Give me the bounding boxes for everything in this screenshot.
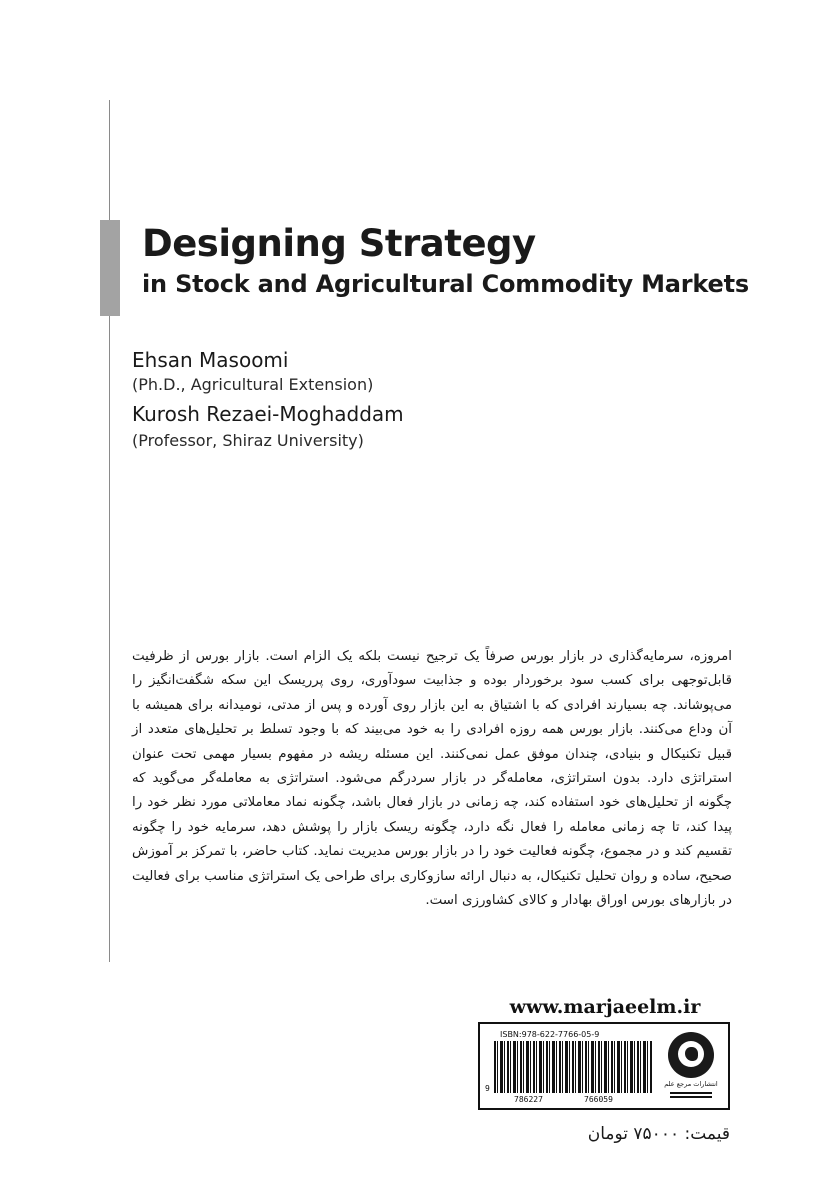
barcode-prefix-digit: 9	[485, 1084, 490, 1093]
publisher-logo-icon	[660, 1032, 722, 1102]
logo-emblem-icon	[668, 1032, 714, 1078]
isbn-label: ISBN:978-622-7766-05-9	[500, 1030, 600, 1039]
author-1-affiliation: (Ph.D., Agricultural Extension)	[132, 375, 374, 394]
barcode-left-digits: 786227	[514, 1095, 543, 1104]
book-title: Designing Strategy	[142, 222, 536, 265]
barcode	[494, 1041, 652, 1093]
book-subtitle: in Stock and Agricultural Commodity Markets	[142, 270, 749, 298]
barcode-right-digits: 766059	[584, 1095, 613, 1104]
isbn-barcode-box	[478, 1022, 730, 1110]
back-cover-blurb: امروزه، سرمایه‌گذاری در بازار بورس صرفاً یک ترجیح نیست بلکه یک الزام است. بازار بورس از ظرفیت قابل‌توجهی برای کسب سود برخوردار بوده و جذابیت سودآوری، روی پرریسک این سکه شگفت‌انگیز را می‌پوشاند. چه بسیارند افرادی که با اشتیاق به این بازار روی آورده و پس از مدتی، نومیدانه برای همیشه با آن وداع می‌کنند. بازار بورس همه روزه افرادی را به خود می‌بیند که با وجود تسلط بر تحلیل‌های متعدد از قبیل تکنیکال و بنیادی، چندان موفق عمل نمی‌کنند. این مسئله ریشه در مفهوم بسیار مهمی تحت عنوان استراتژی دارد. بدون استراتژی، معامله‌گر در بازار سردرگم می‌شود. استراتژی به معامله‌گر می‌گوید که چگونه از تحلیل‌های خود استفاده کند، چه زمانی در بازار فعال باشد، چگونه نماد معاملاتی مورد نظر خود را پیدا کند، تا چه زمانی معامله را فعال نگه دارد، چگونه ریسک بازار را پوشش دهد، سرمایه خود را چگونه تقسیم کند و در مجموع، چگونه فعالیت خود را در بازار بورس مدیریت نماید. کتاب حاضر، با تمرکز بر آموزش صحیح، ساده و روان تحلیل تکنیکال، به دنبال ارائه سازوکاری برای طراحی یک استراتژی مناسب برای فعالیت در بازارهای بورس اوراق بهادار و کالای کشاورزی است.	[132, 649, 732, 909]
price-label: قیمت: ۷۵۰۰۰ تومان	[587, 1124, 730, 1144]
books-icon	[670, 1092, 712, 1098]
author-2-affiliation: (Professor, Shiraz University)	[132, 431, 364, 450]
author-2-name: Kurosh Rezaei-Moghaddam	[132, 402, 404, 426]
publisher-website: www.marjaeelm.ir	[509, 996, 701, 1018]
title-accent-bar	[100, 220, 120, 316]
publisher-name: انتشارات مرجع علم	[664, 1080, 718, 1088]
author-1-name: Ehsan Masoomi	[132, 348, 289, 372]
